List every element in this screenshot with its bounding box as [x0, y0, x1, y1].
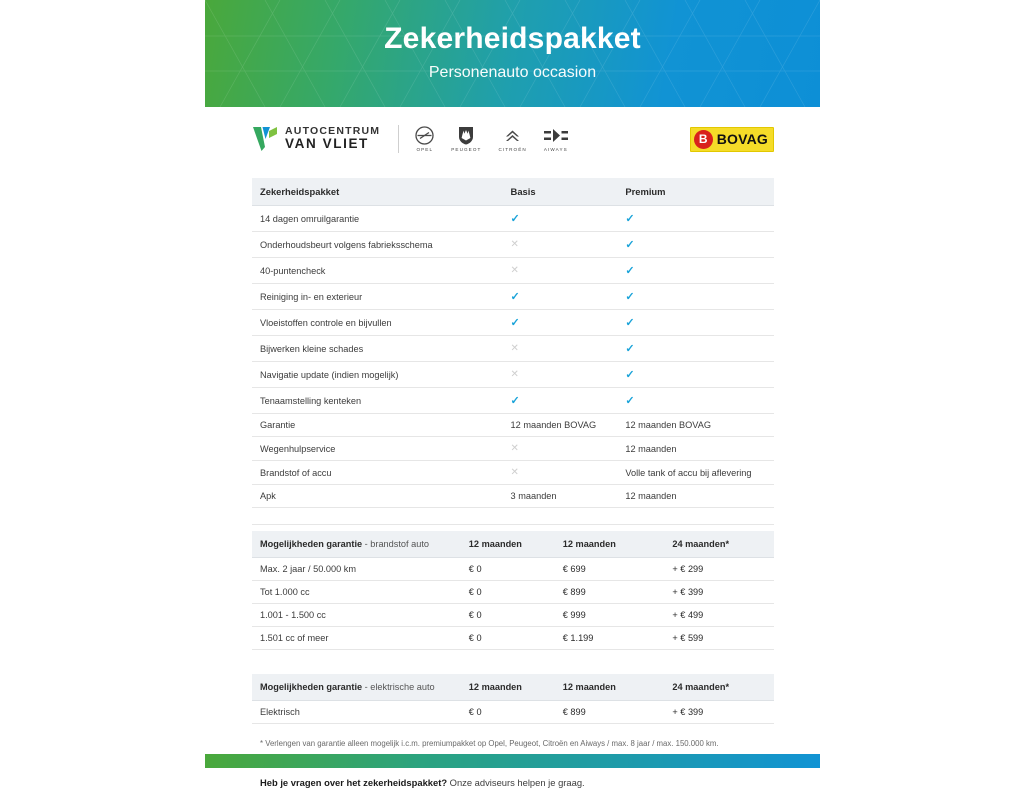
table-row	[252, 626, 774, 649]
cross-icon: ✕	[510, 369, 519, 380]
table-row	[252, 700, 774, 723]
option-price-12m: € 899	[555, 580, 665, 603]
cell-text: 12 maanden	[625, 491, 677, 501]
page-subtitle: Personenauto occasion	[428, 64, 597, 81]
table-row	[252, 336, 774, 362]
closing-text	[252, 777, 774, 788]
table-row	[252, 485, 774, 508]
table-row	[252, 284, 774, 310]
premium-value	[617, 461, 774, 485]
peugeot-logo-icon	[451, 126, 481, 145]
basis-value	[503, 258, 618, 284]
check-icon: ✓	[625, 343, 635, 355]
premium-value	[617, 485, 774, 508]
brand-logos	[415, 126, 568, 152]
brand-opel-label: OPEL	[416, 147, 434, 152]
bovag-label: BOVAG	[716, 131, 768, 147]
table-row	[252, 206, 774, 232]
feature-label: Bijwerken kleine schades	[252, 336, 503, 362]
option-label: Max. 2 jaar / 50.000 km	[252, 557, 461, 580]
package-header-premium: Premium	[617, 178, 774, 206]
check-icon: ✓	[510, 317, 520, 329]
brand-peugeot-label: PEUGEOT	[451, 147, 482, 152]
option-price-24m: + € 399	[664, 580, 774, 603]
option-price-12m: € 699	[555, 557, 665, 580]
fuel-warranty-table	[252, 531, 774, 650]
premium-value	[617, 284, 774, 310]
check-icon: ✓	[625, 213, 635, 225]
logo-row	[252, 118, 774, 160]
spacer-table-2	[252, 650, 774, 668]
table-row	[252, 437, 774, 461]
cell-text: Volle tank of accu bij aflevering	[625, 467, 752, 478]
check-icon: ✓	[510, 291, 520, 303]
premium-value	[617, 362, 774, 388]
table-row	[252, 258, 774, 284]
basis-value	[503, 310, 618, 336]
opel-logo-icon	[415, 126, 434, 145]
fuel-warranty-title-sub: - brandstof auto	[362, 538, 430, 549]
table-row	[252, 461, 774, 485]
feature-label: Onderhoudsbeurt volgens fabrieksschema	[252, 232, 503, 258]
premium-value	[617, 414, 774, 437]
option-price-12m: € 899	[555, 700, 665, 723]
basis-value	[503, 232, 618, 258]
option-price-12m: € 1.199	[555, 626, 665, 649]
cross-icon: ✕	[510, 239, 519, 250]
package-header-feature: Zekerheidspakket	[252, 178, 503, 206]
table-row	[252, 580, 774, 603]
electric-warranty-header-row	[252, 674, 774, 701]
table-row	[252, 557, 774, 580]
option-label: 1.001 - 1.500 cc	[252, 603, 461, 626]
feature-label: Vloeistoffen controle en bijvullen	[252, 310, 503, 336]
table-row	[252, 603, 774, 626]
brand-aiways	[544, 126, 568, 152]
basis-value	[503, 437, 618, 461]
basis-value	[503, 284, 618, 310]
premium-value	[617, 336, 774, 362]
bovag-mark-icon: B	[694, 130, 713, 149]
fuel-warranty-header-row	[252, 531, 774, 558]
package-header-basis: Basis	[503, 178, 618, 206]
premium-value	[617, 258, 774, 284]
package-table	[252, 178, 774, 508]
basis-value	[503, 461, 618, 485]
cell-text: 12 maanden BOVAG	[510, 420, 597, 430]
electric-warranty-body	[252, 700, 774, 723]
bovag-badge	[690, 127, 774, 152]
fuel-warranty-title-bold: Mogelijkheden garantie	[260, 538, 363, 549]
cell-text: 12 maanden BOVAG	[625, 420, 712, 430]
dealer-logo	[252, 125, 380, 153]
electric-warranty-title-bold: Mogelijkheden garantie	[260, 681, 363, 692]
page-title: Zekerheidspakket	[384, 22, 641, 55]
dealer-name-line1: AUTOCENTRUM	[285, 125, 381, 138]
check-icon: ✓	[625, 291, 635, 303]
premium-value	[617, 206, 774, 232]
document-content	[252, 118, 774, 788]
option-price-basis: € 0	[461, 700, 555, 723]
feature-label: Garantie	[252, 414, 503, 437]
option-price-basis: € 0	[461, 626, 555, 649]
basis-value	[503, 362, 618, 388]
basis-value	[503, 485, 618, 508]
brand-citroen	[498, 126, 526, 152]
feature-label: Wegenhulpservice	[252, 437, 503, 461]
fuel-warranty-header-c4: 24 maanden*	[664, 531, 774, 558]
package-table-header-row	[252, 178, 774, 206]
cross-icon: ✕	[510, 467, 519, 478]
option-label: Elektrisch	[252, 700, 461, 723]
electric-warranty-title-sub: - elektrische auto	[362, 681, 435, 692]
option-price-basis: € 0	[461, 557, 555, 580]
dealer-logo-text	[285, 126, 380, 151]
closing-question: Heb je vragen over het zekerheidspakket?	[260, 777, 448, 788]
basis-value	[503, 388, 618, 414]
brand-peugeot	[451, 126, 481, 152]
option-price-12m: € 999	[555, 603, 665, 626]
check-icon: ✓	[625, 265, 635, 277]
feature-label: Tenaamstelling kenteken	[252, 388, 503, 414]
option-label: 1.501 cc of meer	[252, 626, 461, 649]
basis-value	[503, 336, 618, 362]
feature-label: Reiniging in- en exterieur	[252, 284, 503, 310]
footnote: * Verlengen van garantie alleen mogelijk i.c.m. premiumpakket op Opel, Peugeot, Citroën en Aiways / max. 8 jaar / max. 150.000 km.	[260, 738, 719, 748]
premium-value	[617, 310, 774, 336]
package-table-body	[252, 206, 774, 508]
feature-label: 40-puntencheck	[252, 258, 503, 284]
feature-label: Navigatie update (indien mogelijk)	[252, 362, 503, 388]
check-icon: ✓	[625, 317, 635, 329]
option-price-24m: + € 299	[664, 557, 774, 580]
premium-value	[617, 437, 774, 461]
table-row	[252, 232, 774, 258]
feature-label: 14 dagen omruilgarantie	[252, 206, 503, 232]
electric-warranty-header-c3: 12 maanden	[555, 674, 665, 701]
option-price-24m: + € 499	[664, 603, 774, 626]
cell-text: 12 maanden	[625, 443, 677, 454]
electric-warranty-table	[252, 674, 774, 724]
spacer-table	[252, 508, 774, 525]
dealer-name-line2: VAN VLIET	[285, 136, 369, 152]
brand-opel	[415, 126, 434, 152]
table-row	[252, 362, 774, 388]
option-label: Tot 1.000 cc	[252, 580, 461, 603]
brand-aiways-label: AIWAYS	[543, 147, 568, 152]
spacer-row	[252, 508, 774, 524]
fuel-warranty-body	[252, 557, 774, 649]
fuel-warranty-header-c3: 12 maanden	[555, 531, 665, 558]
brand-citroen-label: CITROËN	[498, 147, 527, 152]
cross-icon: ✕	[510, 265, 519, 276]
check-icon: ✓	[510, 395, 520, 407]
van-vliet-logo-icon	[252, 125, 278, 153]
check-icon: ✓	[625, 395, 635, 407]
basis-value	[503, 414, 618, 437]
check-icon: ✓	[625, 239, 635, 251]
cross-icon: ✕	[510, 343, 519, 354]
table-row	[252, 388, 774, 414]
premium-value	[617, 388, 774, 414]
aiways-logo-icon	[544, 126, 568, 145]
feature-label: Apk	[252, 485, 503, 508]
option-price-basis: € 0	[461, 580, 555, 603]
table-row	[252, 310, 774, 336]
citroen-logo-icon	[498, 126, 526, 145]
cross-icon: ✕	[510, 443, 519, 454]
fuel-warranty-header-c2: 12 maanden	[461, 531, 555, 558]
option-price-24m: + € 599	[664, 626, 774, 649]
check-icon: ✓	[625, 369, 635, 381]
electric-warranty-header-c4: 24 maanden*	[664, 674, 774, 701]
footer-bar	[205, 754, 820, 768]
spacer-row-2	[252, 650, 774, 668]
option-price-24m: + € 399	[664, 700, 774, 723]
header-banner	[205, 0, 820, 107]
option-price-basis: € 0	[461, 603, 555, 626]
cell-text: 3 maanden	[510, 491, 557, 501]
closing-rest: Onze adviseurs helpen je graag.	[447, 777, 585, 788]
basis-value	[503, 206, 618, 232]
fuel-warranty-header-title	[252, 531, 461, 558]
electric-warranty-header-c2: 12 maanden	[461, 674, 555, 701]
table-row	[252, 414, 774, 437]
logo-divider	[398, 125, 399, 153]
electric-warranty-header-title	[252, 674, 461, 701]
premium-value	[617, 232, 774, 258]
check-icon: ✓	[510, 213, 520, 225]
feature-label: Brandstof of accu	[252, 461, 503, 485]
